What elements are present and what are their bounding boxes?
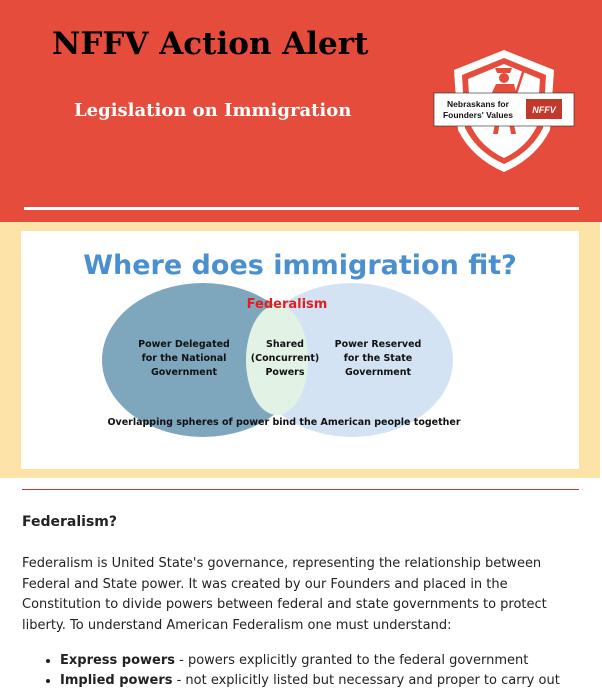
- list-item-text: - powers explicitly granted to the federal government: [175, 653, 529, 668]
- section-divider: [22, 489, 579, 490]
- list-item-term: Implied powers: [60, 673, 173, 688]
- list-item-text: - not explicitly listed but necessary and proper to carry out: [172, 673, 560, 688]
- list-item: [60, 671, 602, 691]
- section-heading: Federalism?: [22, 514, 117, 530]
- figure-caption: Overlapping spheres of power bind the American people together: [107, 417, 461, 428]
- logo-line-1: Nebraskans for: [447, 99, 509, 109]
- federalism-venn-diagram: [21, 231, 579, 469]
- header-banner: [0, 0, 602, 222]
- page-title: NFFV Action Alert: [52, 26, 369, 62]
- left-label-line-1: Power Delegated: [138, 339, 230, 350]
- logo-line-2: Founders' Values: [442, 110, 514, 120]
- minuteman-shield-logo: [432, 46, 576, 176]
- list-item-term: Express powers: [60, 653, 176, 668]
- body-paragraph: Federalism is United State's governance, representing the relationship between Federal and State power. It was created by our Founders and placed in the Constitution to divide powers between federal and state governments to protect liberty. To understand American Federalism one must understand:: [22, 556, 547, 633]
- left-label-line-3: Government: [150, 367, 218, 378]
- left-label-line-2: for the National: [141, 353, 227, 364]
- right-label-line-1: Power Reserved: [334, 339, 422, 350]
- logo-badge: NFFV: [532, 105, 556, 115]
- right-label-line-2: for the State: [343, 353, 413, 364]
- powers-list: [40, 651, 602, 691]
- header-rule: [24, 207, 579, 210]
- overlap-label-line-2: (Concurrent): [250, 353, 320, 364]
- page-subtitle: Legislation on Immigration: [74, 100, 352, 121]
- right-label-line-3: Government: [344, 367, 412, 378]
- overlap-label-line-1: Shared: [266, 339, 304, 350]
- overlap-label-line-3: Powers: [265, 367, 305, 378]
- list-item: [60, 651, 602, 671]
- center-label: Federalism: [246, 297, 328, 312]
- figure-heading: Where does immigration fit?: [83, 250, 517, 281]
